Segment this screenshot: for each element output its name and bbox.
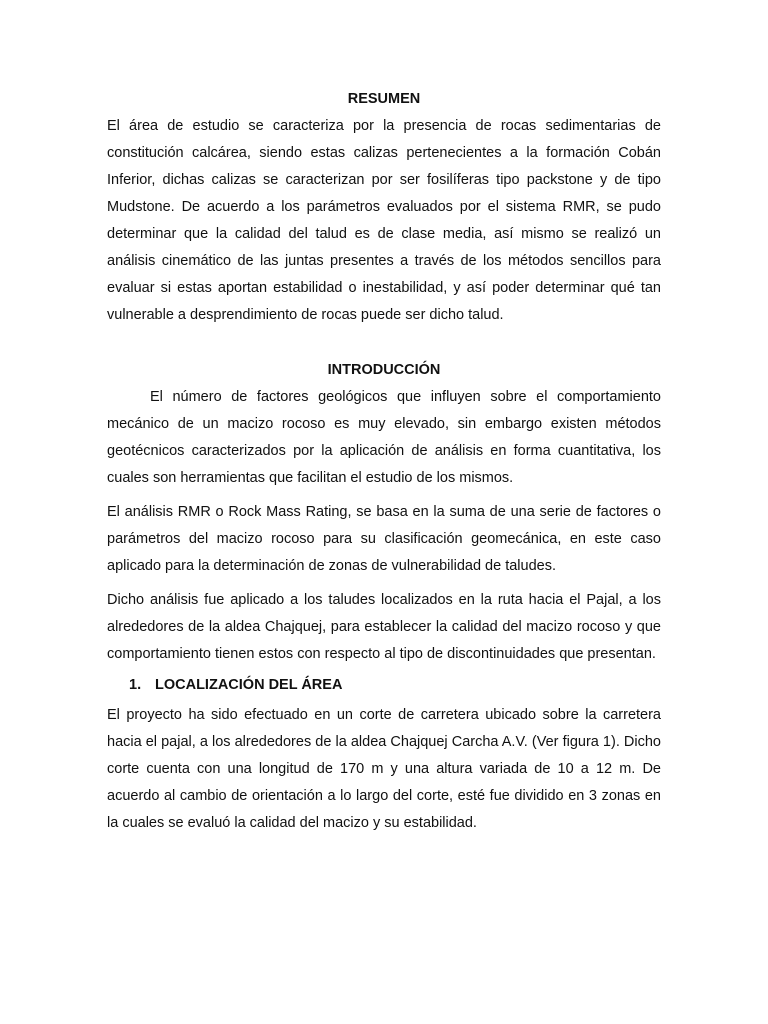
introduccion-paragraph-2: El análisis RMR o Rock Mass Rating, se basa en la suma de una serie de factores o parámetros del macizo rocoso para su clasificación geomecánica, en este caso aplicado para la determinación de zonas de vulnerabilidad de taludes.	[107, 504, 661, 574]
section-1-number: 1.	[129, 677, 142, 693]
spacer	[107, 668, 661, 675]
section-1-heading	[129, 675, 661, 695]
introduccion-paragraph-1: El número de factores geológicos que influyen sobre el comportamiento mecánico de un macizo rocoso es muy elevado, sin embargo existen métodos geotécnicos caracterizados por la aplicación de análisis en forma cuantitativa, los cuales son herramientas que facilitan el estudio de los mismos.	[107, 389, 661, 486]
resumen-paragraph: El área de estudio se caracteriza por la presencia de rocas sedimentarias de constitución calcárea, siendo estas calizas pertenecientes a la formación Cobán Inferior, dichas calizas se caracterizan por ser fosilíferas tipo packstone y de tipo Mudstone. De acuerdo a los parámetros evaluados por el sistema RMR, se pudo determinar que la calidad del talud es de clase media, así mismo se realizó un análisis cinemático de las juntas presentes a través de los métodos sencillos para evaluar si estas aportan estabilidad o inestabilidad, y así poder determinar qué tan vulnerable a desprendimiento de rocas puede ser dicho talud.	[107, 118, 661, 323]
section-1-title: LOCALIZACIÓN DEL ÁREA	[155, 677, 343, 693]
document-page	[107, 89, 661, 837]
spacer	[107, 329, 661, 360]
introduccion-heading: INTRODUCCIÓN	[327, 362, 441, 378]
resumen-heading: RESUMEN	[347, 91, 421, 107]
spacer	[107, 580, 661, 587]
spacer	[107, 492, 661, 499]
section-1-paragraph: El proyecto ha sido efectuado en un corte de carretera ubicado sobre la carretera hacia el pajal, a los alrededores de la aldea Chajquej Carcha A.V. (Ver figura 1). Dicho corte cuenta con una longitud de 170 m y una altura variada de 10 a 12 m. De acuerdo al cambio de orientación a lo largo del corte, esté fue dividido en 3 zonas en la cuales se evaluó la calidad del macizo y su estabilidad.	[107, 707, 661, 831]
introduccion-paragraph-3: Dicho análisis fue aplicado a los taludes localizados en la ruta hacia el Pajal, a los alrededores de la aldea Chajquej, para establecer la calidad del macizo rocoso y que comportamiento tienen estos con respecto al tipo de discontinuidades que presentan.	[107, 592, 661, 662]
